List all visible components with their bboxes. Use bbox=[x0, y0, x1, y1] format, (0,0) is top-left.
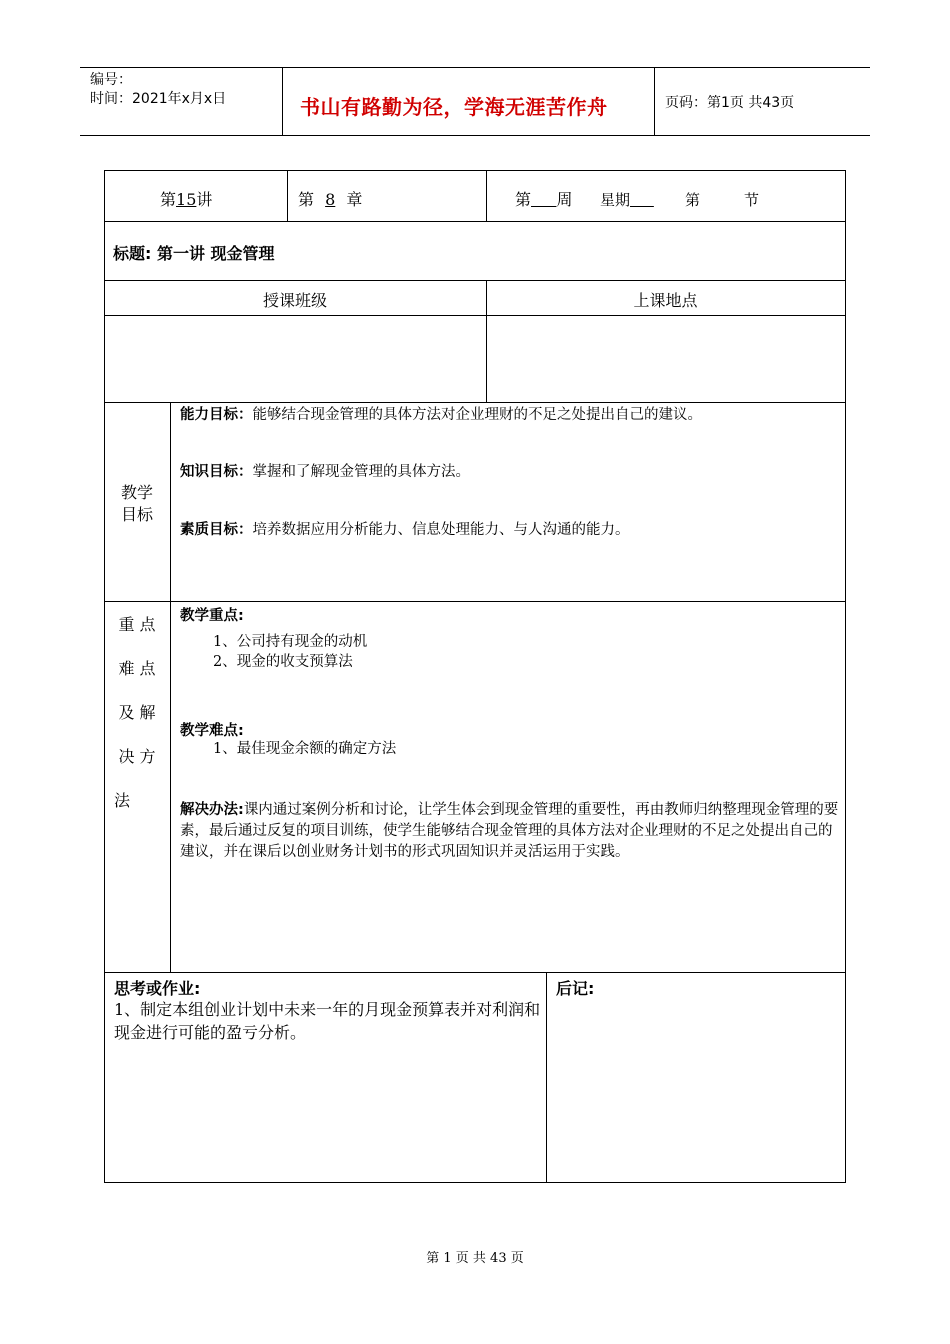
lecture-prefix: 第 bbox=[160, 190, 177, 209]
quality-text: 培养数据应用分析能力、信息处理能力、与人沟通的能力。 bbox=[252, 522, 630, 538]
header-divider-left bbox=[282, 67, 283, 136]
table-divider bbox=[287, 170, 288, 221]
class-header: 授课班级 bbox=[262, 291, 327, 310]
solution-paragraph bbox=[180, 800, 840, 863]
focus-label-line: 及 解 bbox=[118, 703, 156, 722]
homework-text: 1、制定本组创业计划中未来一年的月现金预算表并对利润和现金进行可能的盈亏分析。 bbox=[114, 1000, 541, 1042]
objectives-label bbox=[104, 482, 170, 526]
header-motto: 书山有路勤为径，学海无涯苦作舟 bbox=[300, 95, 608, 119]
table-rule bbox=[104, 402, 846, 403]
table-border-bottom bbox=[104, 1182, 846, 1183]
focus-label bbox=[104, 603, 170, 823]
key-point-item: 1、公司持有现金的动机 bbox=[213, 634, 368, 650]
quality-objective bbox=[180, 520, 630, 540]
difficulty-item: 1、最佳现金余额的确定方法 bbox=[213, 741, 397, 757]
table-divider bbox=[170, 402, 171, 972]
focus-label-line: 法 bbox=[114, 791, 131, 810]
section-suffix: 节 bbox=[744, 191, 760, 209]
solution-text: 课内通过案例分析和讨论，让学生体会到现金管理的重要性，再由教师归纳整理现金管理的要素，最后通过反复的项目训练，使学生能够结合现金管理的具体方法对企业理财的不足之处提出自己的建议，并在课后以创业财务计划书的形式巩固知识并灵活运用于实践。 bbox=[180, 802, 839, 860]
difficulty-label: 教学难点: bbox=[180, 723, 244, 739]
homework-label: 思考或作业: bbox=[114, 979, 201, 998]
week-blank bbox=[531, 190, 556, 209]
ability-objective bbox=[180, 405, 702, 425]
ability-text: 能够结合现金管理的具体方法对企业理财的不足之处提出自己的建议。 bbox=[252, 407, 702, 423]
chapter-num: 8 bbox=[325, 190, 336, 209]
page-footer: 第 1 页 共 43 页 bbox=[426, 1251, 524, 1266]
table-rule bbox=[104, 601, 846, 602]
weekday-info bbox=[600, 189, 654, 210]
focus-label-line: 难 点 bbox=[118, 659, 156, 678]
header-top-rule bbox=[80, 67, 870, 68]
knowledge-objective bbox=[180, 462, 470, 482]
table-rule bbox=[104, 315, 846, 316]
lecture-num: 15 bbox=[176, 190, 197, 209]
week-prefix: 第 bbox=[515, 190, 532, 209]
table-divider bbox=[546, 972, 547, 1182]
weekday-label: 星期 bbox=[600, 191, 631, 209]
serial-label: 编号： bbox=[90, 72, 132, 88]
focus-label-line: 重 点 bbox=[118, 615, 156, 634]
chapter-prefix: 第 bbox=[298, 190, 315, 209]
lecture-number bbox=[160, 187, 212, 210]
time-label: 时间：2021年x月x日 bbox=[90, 91, 227, 107]
table-rule bbox=[104, 221, 846, 222]
location-header: 上课地点 bbox=[633, 291, 698, 310]
chapter-number bbox=[298, 187, 362, 210]
quality-label: 素质目标： bbox=[180, 522, 253, 538]
header-divider-right bbox=[654, 67, 655, 136]
key-point-item: 2、现金的收支预算法 bbox=[213, 654, 353, 670]
objectives-label-line1: 教学 bbox=[120, 483, 153, 502]
table-rule bbox=[104, 280, 846, 281]
lecture-suffix: 讲 bbox=[196, 190, 213, 209]
section-prefix: 第 bbox=[685, 191, 701, 209]
week-suffix: 周 bbox=[556, 190, 573, 209]
afterword-label: 后记: bbox=[556, 979, 595, 998]
solution-label: 解决办法: bbox=[180, 802, 244, 818]
page-indicator: 页码：第1页 共43页 bbox=[665, 95, 795, 111]
weekday-blank bbox=[630, 191, 654, 209]
lesson-title: 标题: 第一讲 现金管理 bbox=[113, 244, 275, 263]
knowledge-label: 知识目标： bbox=[180, 464, 253, 480]
week-info bbox=[515, 187, 572, 210]
key-points-label: 教学重点: bbox=[180, 608, 244, 624]
focus-label-line: 决 方 bbox=[118, 747, 156, 766]
ability-label: 能力目标： bbox=[180, 407, 253, 423]
chapter-suffix: 章 bbox=[346, 190, 363, 209]
table-rule bbox=[104, 972, 846, 973]
table-border-right bbox=[845, 170, 846, 1183]
header-bottom-rule bbox=[80, 135, 870, 136]
objectives-label-line2: 目标 bbox=[120, 505, 153, 524]
knowledge-text: 掌握和了解现金管理的具体方法。 bbox=[252, 464, 470, 480]
table-border-top bbox=[104, 170, 846, 171]
table-divider bbox=[486, 170, 487, 221]
